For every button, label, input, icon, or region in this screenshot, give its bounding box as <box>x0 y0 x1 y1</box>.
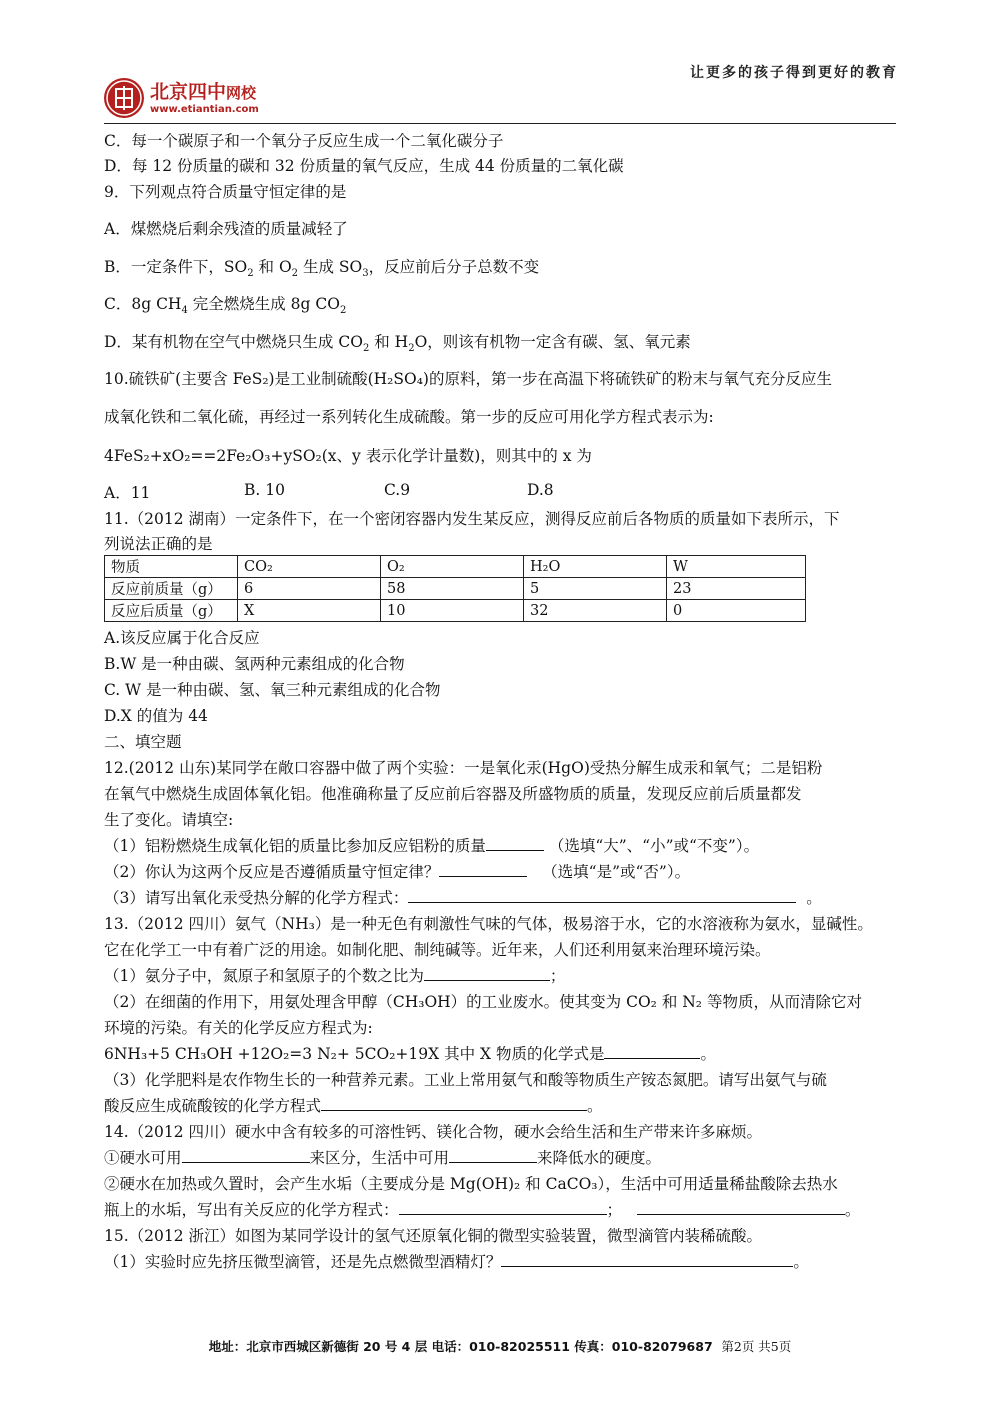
table-cell: 58 <box>381 578 524 600</box>
q11-option-a: A.该反应属于化合反应 <box>104 629 260 647</box>
header-slogan: 让更多的孩子得到更好的教育 <box>690 65 898 81</box>
logo-seal-icon <box>104 78 144 118</box>
logo-url: www.etiantian.com <box>150 104 259 115</box>
q12-line-1: 12.(2012 山东)某同学在敞口容器中做了两个实验：一是氧化汞(HgO)受热分解生成汞和氧气；二是铝粉 <box>104 759 823 777</box>
answer-blank[interactable] <box>182 1148 310 1163</box>
q13-part-1: （1）氨分子中，氮原子和氢原子的个数之比为 ； <box>104 967 566 985</box>
logo-name: 北京四中 <box>150 81 227 103</box>
table-cell: 反应后质量（g） <box>105 600 238 622</box>
q9-stem: 9．下列观点符合质量守恒定律的是 <box>104 183 347 201</box>
q13-part-3-line-1: （3）化学肥料是农作物生长的一种营养元素。工业上常用氨气和酸等物质生产铵态氮肥。请写出氨气与硫 <box>104 1071 827 1089</box>
answer-blank[interactable] <box>637 1200 845 1215</box>
school-logo <box>104 78 259 118</box>
table-cell: 反应前质量（g） <box>105 578 238 600</box>
q12-line-3: 生了变化。请填空: <box>104 811 234 829</box>
q10-option-d: D.8 <box>527 481 554 499</box>
answer-blank[interactable] <box>321 1096 587 1111</box>
table-row <box>105 578 806 600</box>
q10-option-a: A．11 <box>104 484 151 502</box>
header-divider <box>104 123 896 124</box>
answer-blank[interactable] <box>486 836 544 851</box>
q11-option-c: C. W 是一种由碳、氢、氧三种元素组成的化合物 <box>104 681 441 699</box>
q11-data-table <box>104 555 806 622</box>
q12-part-1: （1）铝粉燃烧生成氧化铝的质量比参加反应铝粉的质量 （选填“大”、“小”或“不变”）。 <box>104 837 760 855</box>
q11-line-2: 列说法正确的是 <box>104 535 213 553</box>
table-row <box>105 600 806 622</box>
q10-options <box>104 481 554 503</box>
table-cell: W <box>667 556 806 578</box>
q9-option-a: A．煤燃烧后剩余残渣的质量减轻了 <box>104 220 348 238</box>
table-cell: 23 <box>667 578 806 600</box>
answer-blank[interactable] <box>424 966 550 981</box>
q10-option-b: B. 10 <box>244 481 285 499</box>
q10-line-1: 10.硫铁矿(主要含 FeS₂)是工业制硫酸(H₂SO₄)的原料，第一步在高温下将硫铁矿的粉末与氧气充分反应生 <box>104 370 832 388</box>
q10-option-c: C.9 <box>384 481 411 499</box>
table-cell: 5 <box>524 578 667 600</box>
table-row <box>105 556 806 578</box>
q14-line-1: 14.（2012 四川）硬水中含有较多的可溶性钙、镁化合物，硬水会给生活和生产带来许多麻烦。 <box>104 1123 763 1141</box>
table-cell: H₂O <box>524 556 667 578</box>
q13-line-2: 它在化学工一中有着广泛的用途。如制化肥、制纯碱等。近年来，人们还利用氨来治理环境污染。 <box>104 941 771 959</box>
section-heading: 二、填空题 <box>104 733 182 751</box>
q12-part-2: （2）你认为这两个反应是否遵循质量守恒定律？ （选填“是”或“否”）。 <box>104 863 691 881</box>
q8-option-d: D．每 12 份质量的碳和 32 份质量的氧气反应，生成 44 份质量的二氧化碳 <box>104 157 624 175</box>
q8-option-c: C．每一个碳原子和一个氧分子反应生成一个二氧化碳分子 <box>104 132 504 150</box>
answer-blank[interactable] <box>501 1252 793 1267</box>
table-cell: X <box>238 600 381 622</box>
answer-blank[interactable] <box>439 862 527 877</box>
q14-part-2-line-1: ②硬水在加热或久置时，会产生水垢（主要成分是 Mg(OH)₂ 和 CaCO₃），生活中可用适量稀盐酸除去热水 <box>104 1175 838 1193</box>
answer-blank[interactable] <box>399 1200 607 1215</box>
q15-line-1: 15.（2012 浙江）如图为某同学设计的氢气还原氧化铜的微型实验装置，微型滴管内装稀硫酸。 <box>104 1227 763 1245</box>
q12-line-2: 在氧气中燃烧生成固体氧化铝。他准确称量了反应前后容器及所盛物质的质量，发现反应前后质量都发 <box>104 785 802 803</box>
answer-blank[interactable] <box>449 1148 537 1163</box>
q9-option-b: B．一定条件下，$SO_2$ 和 $O_2$ 生成 $SO_3$，反应前后分子总数不变 <box>104 258 540 280</box>
answer-blank[interactable] <box>604 1044 700 1059</box>
answer-blank[interactable] <box>408 888 796 903</box>
q9-option-d: D．某有机物在空气中燃烧只生成 $CO_2$ 和 $H_2O$，则该有机物一定含有碳、氢、氧元素 <box>104 333 691 355</box>
q13-line-1: 13.（2012 四川）氨气（NH₃）是一种无色有刺激性气味的气体，极易溶于水，它的水溶液称为氨水，显碱性。 <box>104 915 873 933</box>
q14-part-2-line-2: 瓶上的水垢，写出有关反应的化学方程式： ； 。 <box>104 1201 861 1219</box>
table-cell: 10 <box>381 600 524 622</box>
table-cell: 物质 <box>105 556 238 578</box>
q14-part-1: ①硬水可用 来区分，生活中可用 来降低水的硬度。 <box>104 1149 662 1167</box>
table-cell: O₂ <box>381 556 524 578</box>
table-cell: 0 <box>667 600 806 622</box>
q13-part-2-equation: 6NH₃+5 CH₃OH +12O₂=3 N₂+ 5CO₂+19X 其中 X 物质的化学式是 。 <box>104 1045 716 1063</box>
q15-part-1: （1）实验时应先挤压微型滴管，还是先点燃微型酒精灯？ 。 <box>104 1253 809 1271</box>
q12-part-3: （3）请写出氧化汞受热分解的化学方程式： 。 <box>104 889 822 907</box>
q11-line-1: 11.（2012 湖南）一定条件下，在一个密闭容器内发生某反应，测得反应前后各物质的质量如下表所示，下 <box>104 510 840 528</box>
footer-address: 地址：北京市西城区新德街 20 号 4 层 电话：010-82025511 传真：010-82079687 <box>208 1339 713 1354</box>
q10-line-3: 4FeS₂+xO₂==2Fe₂O₃+ySO₂(x、y 表示化学计量数)，则其中的 x 为 <box>104 447 592 465</box>
q11-option-b: B.W 是一种由碳、氢两种元素组成的化合物 <box>104 655 405 673</box>
table-cell: 32 <box>524 600 667 622</box>
q13-part-3-line-2: 酸反应生成硫酸铵的化学方程式 。 <box>104 1097 603 1115</box>
q13-part-2-line-1: （2）在细菌的作用下，用氨处理含甲醇（CH₃OH）的工业废水。使其变为 CO₂ 和 N₂ 等物质，从而清除它对 <box>104 993 862 1011</box>
page-number: 第2页 共5页 <box>721 1339 792 1354</box>
table-cell: CO₂ <box>238 556 381 578</box>
page-footer <box>0 1337 1000 1355</box>
table-cell: 6 <box>238 578 381 600</box>
q10-line-2: 成氧化铁和二氧化硫，再经过一系列转化生成硫酸。第一步的反应可用化学方程式表示为: <box>104 408 714 426</box>
q13-part-2-line-2: 环境的污染。有关的化学反应方程式为: <box>104 1019 373 1037</box>
logo-suffix: 网校 <box>226 84 257 102</box>
q11-option-d: D.X 的值为 44 <box>104 707 208 725</box>
q9-option-c: C．8g $CH_4$ 完全燃烧生成 8g $CO_2$ <box>104 295 347 317</box>
